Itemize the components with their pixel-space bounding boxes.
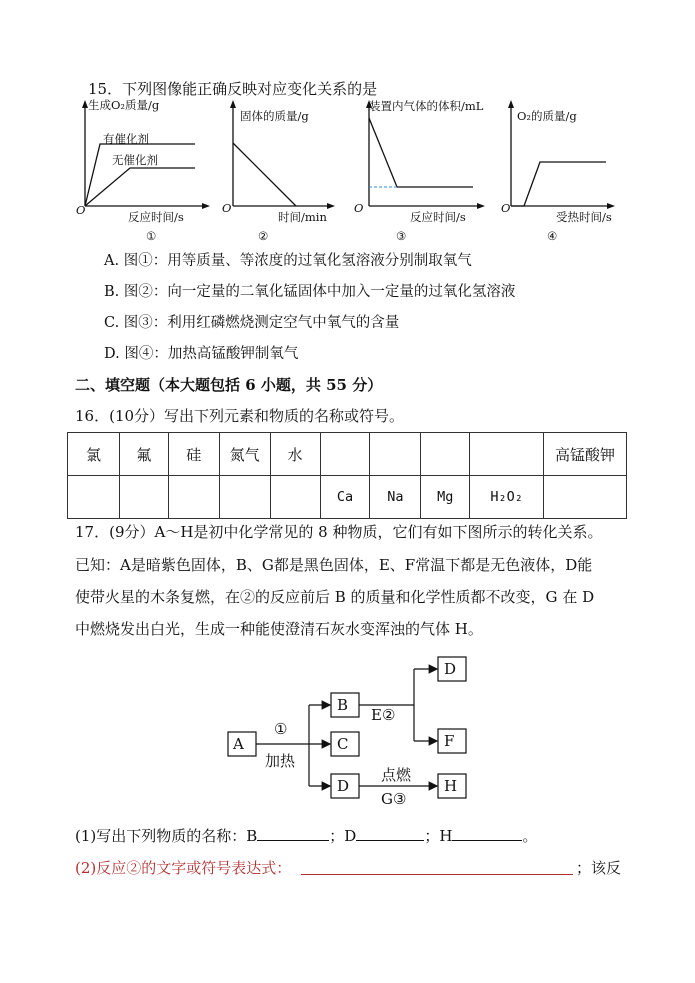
- label-ignite: 点燃: [381, 766, 412, 784]
- chart-1-tag: ①: [146, 229, 157, 243]
- table-cell: [68, 476, 120, 519]
- table-cell: 高锰酸钾: [544, 433, 627, 476]
- chart-1-line1-label: 有催化剂: [103, 132, 149, 146]
- table-cell: [544, 476, 627, 519]
- box-a-label: A: [233, 735, 244, 753]
- answer-blank-b[interactable]: [257, 826, 329, 841]
- table-cell: Mg: [421, 476, 470, 519]
- label-g3: G③: [381, 790, 407, 808]
- label-e2: E②: [371, 706, 396, 724]
- option-b: B. 图②：向一定量的二氧化锰固体中加入一定量的过氧化氢溶液: [104, 284, 516, 300]
- table-cell: 氯: [68, 433, 120, 476]
- table-cell: [119, 476, 168, 519]
- chart-1-ylabel: 生成O₂质量/g: [88, 98, 160, 112]
- option-c: C. 图③：利用红磷燃烧测定空气中氧气的含量: [104, 315, 400, 331]
- table-cell: [168, 476, 219, 519]
- chart-4-origin: O: [501, 201, 511, 215]
- answer-blank-d[interactable]: [356, 826, 424, 841]
- table-cell: [370, 433, 421, 476]
- sub1-d-label: ；D: [329, 827, 357, 845]
- q17-line2: 已知：A是暗紫色固体，B、G都是黑色固体，E、F常温下都是无色液体，D能: [75, 556, 593, 574]
- chart-1-origin: O: [76, 203, 86, 217]
- table-cell: Ca: [320, 476, 370, 519]
- box-b-label: B: [337, 696, 349, 714]
- table-cell: [421, 433, 470, 476]
- chart-3-origin: O: [354, 201, 364, 215]
- table-cell: [470, 433, 544, 476]
- chart-4-tag: ④: [547, 229, 558, 243]
- sub1-h-label: ；H: [424, 827, 453, 845]
- chart-4-ylabel: O₂的质量/g: [517, 109, 577, 123]
- table-cell: 氮气: [219, 433, 270, 476]
- q15-stem: 15．下列图像能正确反映对应变化关系的是: [88, 80, 378, 98]
- option-a: A. 图①：用等质量、等浓度的过氧化氢溶液分别制取氧气: [104, 253, 472, 269]
- box-d-top-label: D: [444, 660, 457, 678]
- chart-1-xlabel: 反应时间/s: [128, 210, 184, 224]
- chart-3-xlabel: 反应时间/s: [410, 210, 466, 224]
- answer-blank-equation[interactable]: [301, 858, 573, 875]
- chart-3-tag: ③: [396, 229, 407, 243]
- table-cell: [270, 476, 320, 519]
- table-cell: 氟: [119, 433, 168, 476]
- section-heading: 二、填空题（本大题包括 6 小题，共 55 分）: [75, 376, 383, 394]
- box-h-label: H: [444, 777, 458, 795]
- box-f-label: F: [444, 732, 455, 750]
- table-cell: 水: [270, 433, 320, 476]
- table-cell: [219, 476, 270, 519]
- table-cell: 硅: [168, 433, 219, 476]
- chart-2-origin: O: [222, 201, 232, 215]
- q17-line4: 中燃烧发出白光，生成一种能使澄清石灰水变浑浊的气体 H。: [75, 620, 483, 638]
- label-reaction-1: ①: [274, 720, 288, 738]
- q17-sub1: [75, 825, 537, 846]
- q17-line3: 使带火星的木条复燃，在②的反应前后 B 的质量和化学性质都不改变，G 在 D: [75, 588, 595, 606]
- chart-4-xlabel: 受热时间/s: [556, 210, 612, 224]
- option-d: D. 图④：加热高锰酸钾制氧气: [104, 346, 299, 362]
- sub1-prefix: (1)写出下列物质的名称：B: [75, 827, 258, 845]
- chart-2-ylabel: 固体的质量/g: [240, 109, 309, 123]
- table-cell: [320, 433, 370, 476]
- box-d-label: D: [337, 777, 350, 795]
- q16-stem: 16．(10分）写出下列元素和物质的名称或符号。: [75, 407, 405, 425]
- sub1-end: 。: [522, 827, 538, 845]
- chart-2-tag: ②: [258, 229, 269, 243]
- q17-line1: 17．(9分）A～H是初中化学常见的 8 种物质，它们有如下图所示的转化关系。: [75, 523, 603, 541]
- box-c-label: C: [337, 735, 349, 753]
- table-cell: Na: [370, 476, 421, 519]
- q17-sub2-suffix: ；该反: [576, 859, 622, 877]
- chart-3-ylabel: 装置内气体的体积/mL: [369, 99, 484, 113]
- answer-blank-h[interactable]: [452, 826, 522, 841]
- chart-1-line2-label: 无催化剂: [112, 153, 158, 167]
- element-table: [67, 432, 627, 519]
- chart-2-xlabel: 时间/min: [278, 210, 327, 224]
- label-heat: 加热: [265, 752, 296, 770]
- q17-sub2-prefix: (2)反应②的文字或符号表达式：: [75, 859, 292, 877]
- table-cell: H₂O₂: [470, 476, 544, 519]
